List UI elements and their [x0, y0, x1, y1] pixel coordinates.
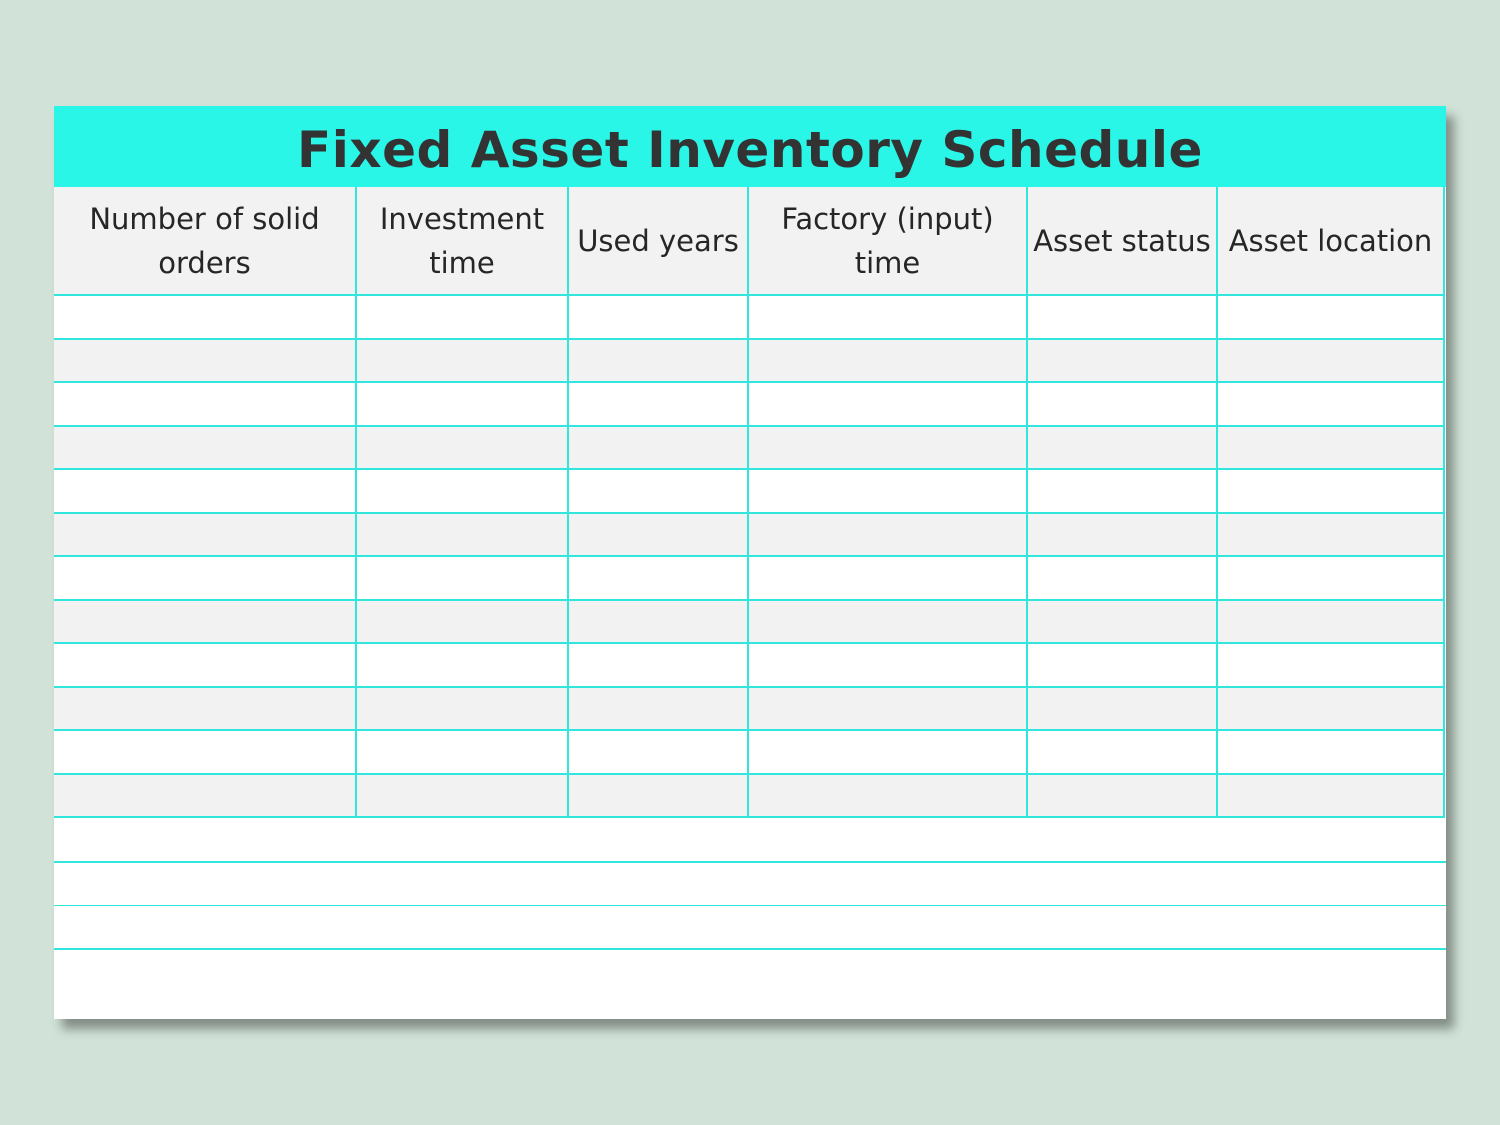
- table-cell[interactable]: [1027, 339, 1217, 383]
- table-row: [54, 426, 1444, 470]
- table-cell[interactable]: [1217, 295, 1444, 339]
- table-cell[interactable]: [568, 774, 748, 818]
- table-cell[interactable]: [1217, 600, 1444, 644]
- table-cell[interactable]: [54, 730, 356, 774]
- column-header-used-years[interactable]: Used years: [568, 187, 748, 295]
- table-cell[interactable]: [356, 774, 568, 818]
- table-row: [54, 382, 1444, 426]
- table-cell[interactable]: [1217, 339, 1444, 383]
- table-cell[interactable]: [1217, 643, 1444, 687]
- table-cell[interactable]: [356, 513, 568, 557]
- table-row: [54, 600, 1444, 644]
- table-cell[interactable]: [1217, 730, 1444, 774]
- table-cell[interactable]: [568, 382, 748, 426]
- table-cell[interactable]: [356, 643, 568, 687]
- table-cell[interactable]: [1027, 643, 1217, 687]
- table-cell[interactable]: [54, 469, 356, 513]
- table-cell[interactable]: [568, 469, 748, 513]
- blank-row[interactable]: [54, 819, 1446, 863]
- table-cell[interactable]: [568, 295, 748, 339]
- page-title: Fixed Asset Inventory Schedule: [297, 120, 1203, 179]
- table-cell[interactable]: [1217, 513, 1444, 557]
- table-cell[interactable]: [356, 295, 568, 339]
- table-row: [54, 556, 1444, 600]
- table-cell[interactable]: [748, 382, 1027, 426]
- table-cell[interactable]: [1027, 774, 1217, 818]
- table-cell[interactable]: [748, 600, 1027, 644]
- table-cell[interactable]: [356, 600, 568, 644]
- column-header-investment-time[interactable]: Investment time: [356, 187, 568, 295]
- table-cell[interactable]: [568, 643, 748, 687]
- table-row: [54, 730, 1444, 774]
- table-cell[interactable]: [54, 643, 356, 687]
- table-cell[interactable]: [54, 426, 356, 470]
- table-cell[interactable]: [356, 426, 568, 470]
- table-cell[interactable]: [1217, 774, 1444, 818]
- table-cell[interactable]: [748, 556, 1027, 600]
- table-cell[interactable]: [748, 295, 1027, 339]
- table-cell[interactable]: [748, 643, 1027, 687]
- table-row: [54, 774, 1444, 818]
- table-cell[interactable]: [54, 513, 356, 557]
- table-cell[interactable]: [1027, 513, 1217, 557]
- table-cell[interactable]: [748, 339, 1027, 383]
- table-cell[interactable]: [356, 382, 568, 426]
- column-header-asset-location[interactable]: Asset location: [1217, 187, 1444, 295]
- table-cell[interactable]: [356, 730, 568, 774]
- blank-row[interactable]: [54, 906, 1446, 950]
- table-cell[interactable]: [568, 600, 748, 644]
- table-cell[interactable]: [568, 339, 748, 383]
- table-cell[interactable]: [748, 469, 1027, 513]
- table-row: [54, 295, 1444, 339]
- table-cell[interactable]: [568, 730, 748, 774]
- table-cell[interactable]: [54, 687, 356, 731]
- table-cell[interactable]: [1027, 556, 1217, 600]
- table-row: [54, 687, 1444, 731]
- header-row: [54, 187, 1444, 295]
- column-header-asset-status[interactable]: Asset status: [1027, 187, 1217, 295]
- table-cell[interactable]: [748, 513, 1027, 557]
- table-cell[interactable]: [356, 469, 568, 513]
- inventory-table: [54, 187, 1445, 818]
- table-cell[interactable]: [1027, 730, 1217, 774]
- table-cell[interactable]: [568, 687, 748, 731]
- table-cell[interactable]: [748, 426, 1027, 470]
- title-band: [54, 106, 1446, 187]
- table-row: [54, 469, 1444, 513]
- column-header-factory-input-time[interactable]: Factory (input) time: [748, 187, 1027, 295]
- table-cell[interactable]: [1027, 426, 1217, 470]
- table-cell[interactable]: [1027, 382, 1217, 426]
- table-cell[interactable]: [54, 556, 356, 600]
- table-cell[interactable]: [1217, 687, 1444, 731]
- table-row: [54, 513, 1444, 557]
- table-cell[interactable]: [568, 556, 748, 600]
- table-cell[interactable]: [1027, 469, 1217, 513]
- table-cell[interactable]: [748, 774, 1027, 818]
- table-row: [54, 339, 1444, 383]
- table-cell[interactable]: [1027, 295, 1217, 339]
- table-cell[interactable]: [748, 687, 1027, 731]
- table-cell[interactable]: [1027, 600, 1217, 644]
- table-cell[interactable]: [356, 556, 568, 600]
- table-cell[interactable]: [568, 426, 748, 470]
- table-cell[interactable]: [54, 295, 356, 339]
- table-cell[interactable]: [748, 730, 1027, 774]
- table-cell[interactable]: [356, 687, 568, 731]
- table-cell[interactable]: [1027, 687, 1217, 731]
- table-cell[interactable]: [54, 339, 356, 383]
- table-cell[interactable]: [1217, 426, 1444, 470]
- table-cell[interactable]: [1217, 556, 1444, 600]
- table-cell[interactable]: [1217, 382, 1444, 426]
- table-body: [54, 295, 1444, 817]
- table-cell[interactable]: [1217, 469, 1444, 513]
- table-row: [54, 643, 1444, 687]
- blank-row[interactable]: [54, 863, 1446, 907]
- table-cell[interactable]: [54, 774, 356, 818]
- table-cell[interactable]: [54, 382, 356, 426]
- table-cell[interactable]: [54, 600, 356, 644]
- spreadsheet-sheet: [54, 106, 1446, 1019]
- table-cell[interactable]: [568, 513, 748, 557]
- column-header-solid-orders[interactable]: Number of solid orders: [54, 187, 356, 295]
- table-cell[interactable]: [356, 339, 568, 383]
